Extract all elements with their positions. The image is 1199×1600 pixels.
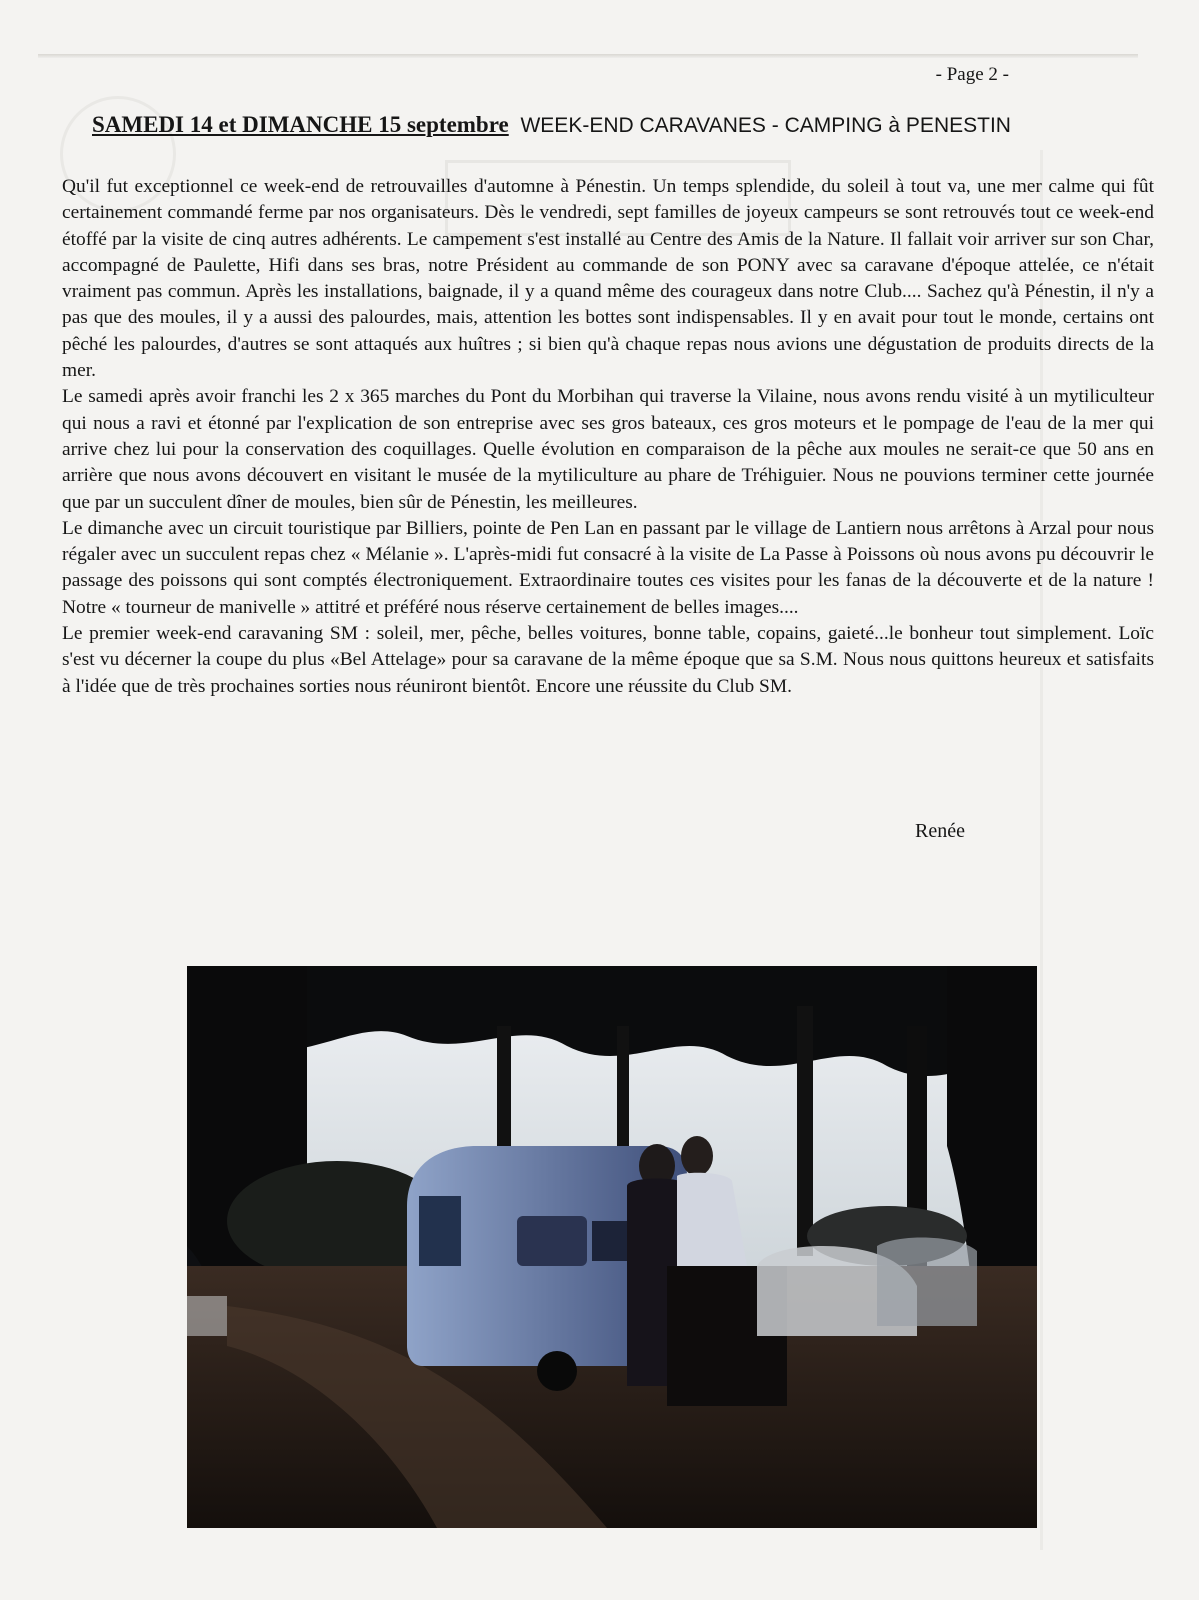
article-paragraph: Qu'il fut exceptionnel ce week-end de retrouvailles d'automne à Pénestin. Un temps splendide, du soleil à tout va, une mer calme qui fût certainement commandé ferme par nos organisateurs. Dès le vendredi, sept familles de joyeux campeurs se sont retrouvés tout ce week-end étoffé par la visite de cinq autres adhérents. Le campement s'est installé au Centre des Amis de la Nature. Il fallait voir arriver sur son Char, accompagné de Paulette, Hifi dans ses bras, notre Président au commande de son PONY avec sa caravane d'époque attelée, ce n'était vraiment pas commun. Après les installations, baignade, il y a quand même des courageux dans notre Club.... Sachez qu'à Pénestin, il n'y a pas que des moules, il y a aussi des palourdes, mais, attention les bottes sont indispensables. Il y en avait pour tout le monde, certains ont pêché les palourdes, d'autres se sont attaqués aux huîtres ; si bien qu'à chaque repas nous avions une dégustation de produits directs de la mer.: [62, 176, 1154, 382]
article-heading: [92, 112, 1152, 138]
article-paragraph: Le samedi après avoir franchi les 2 x 365 marches du Pont du Morbihan qui traverse la Vilaine, nous avons rendu visité à un mytiliculteur qui nous a ravi et étonné par l'explication de son entreprise avec ses gros bateaux, ces gros moteurs et le pompage de l'eau de la mer qui arrive chez lui pour la conservation des coquillages. Quelle évolution en comparaison de la pêche aux moules ne serait-ce que 50 ans en arrière que nous avons découvert en visitant le musée de la mytiliculture au phare de Tréhiguier. Nous ne pouvions terminer cette journée que par un succulent dîner de moules, bien sûr de Pénestin, les meilleures.: [62, 386, 1154, 513]
article-paragraph: Le premier week-end caravaning SM : soleil, mer, pêche, belles voitures, bonne table, copains, gaieté...le bonheur tout simplement. Loïc s'est vu décerner la coupe du plus «Bel Attelage» pour sa caravane de la même époque que sa S.M. Nous nous quittons heureux et satisfaits à l'idée que de très prochaines sorties nous réuniront bientôt. Encore une réussite du Club SM.: [62, 623, 1154, 697]
caravan-photo: [187, 966, 1037, 1528]
author-signature: Renée: [915, 820, 965, 842]
heading-title: WEEK-END CARAVANES - CAMPING à PENESTIN: [520, 114, 1011, 137]
page-number: - Page 2 -: [935, 64, 1009, 85]
scan-edge-line: [38, 54, 1138, 58]
caravan-photo-illustration: [187, 966, 1037, 1528]
article-paragraph: Le dimanche avec un circuit touristique par Billiers, pointe de Pen Lan en passant par le village de Lantiern nous arrêtons à Arzal pour nous régaler avec un succulent repas chez « Mélanie ». L'après-midi fut consacré à la visite de La Passe à Poissons où nous avons pu découvrir le passage des poissons qui sont comptés électroniquement. Extraordinaire toutes ces visites pour les fanas de la découverte et de la nature ! Notre « tourneur de manivelle » attitré et préféré nous réserve certainement de belles images....: [62, 517, 1154, 618]
article-body: [62, 174, 1154, 700]
heading-date: SAMEDI 14 et DIMANCHE 15 septembre: [92, 112, 509, 137]
